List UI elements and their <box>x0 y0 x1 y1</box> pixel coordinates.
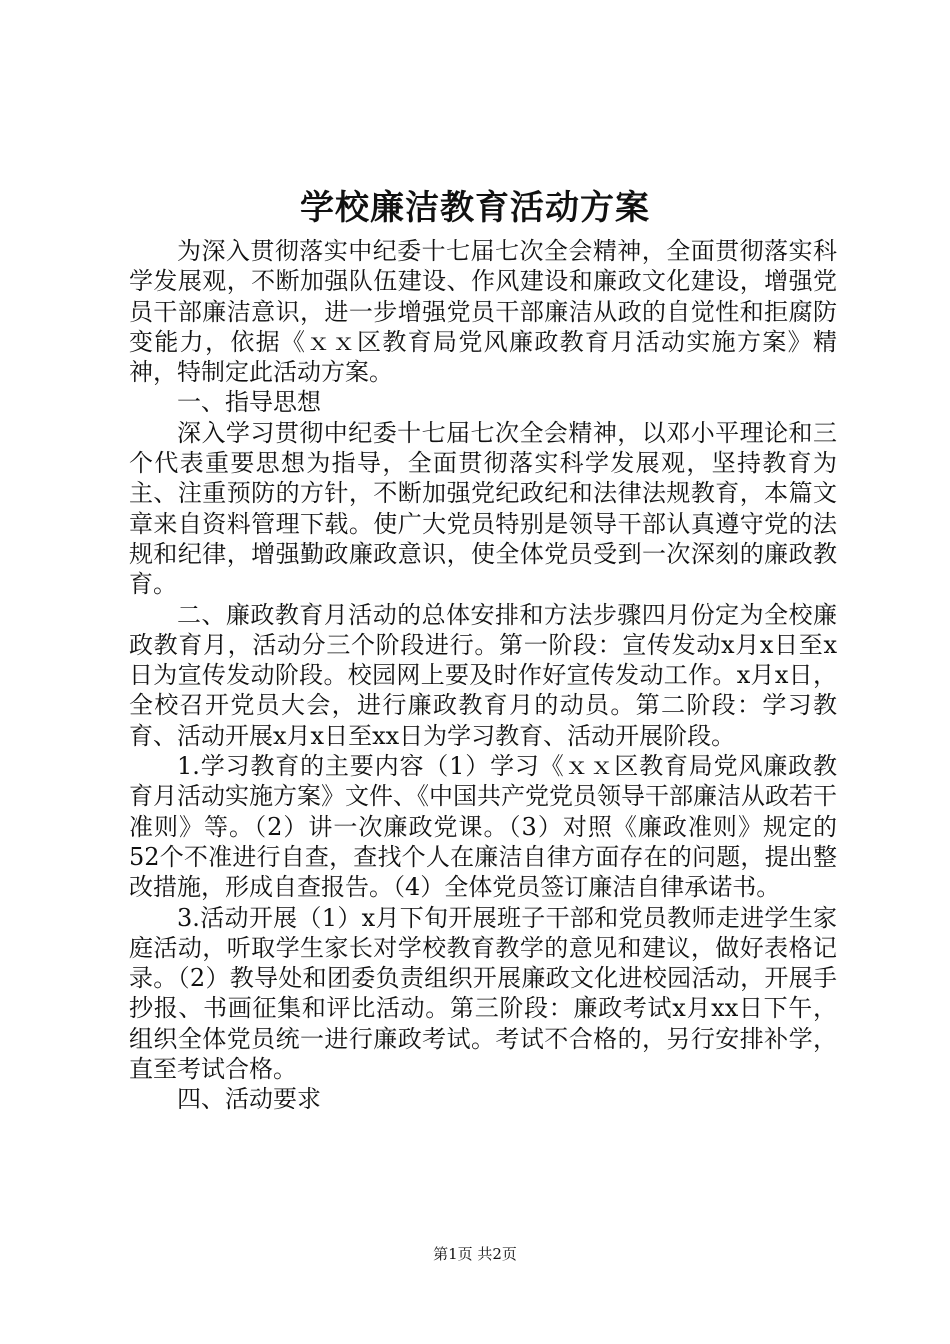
study-content-paragraph: 1.学习教育的主要内容（1）学习《ｘｘ区教育局党风廉政教育月活动实施方案》文件、《中国共产党党员领导干部廉洁从政若干准则》等。（2）讲一次廉政党课。（3）对照《廉政准则》规定的52个不准进行自查，查找个人在廉洁自律方面存在的问题，提出整改措施，形成自查报告。（4）全体党员签订廉洁自律承诺书。 <box>129 752 837 902</box>
document-title: 学校廉洁教育活动方案 <box>300 188 650 228</box>
section-heading-requirements: 四、活动要求 <box>177 1085 321 1114</box>
guiding-thought-paragraph: 深入学习贯彻中纪委十七届七次全会精神，以邓小平理论和三个代表重要思想为指导，全面贯彻落实科学发展观，坚持教育为主、注重预防的方针，不断加强党纪政纪和法律法规教育，本篇文章来自资料管理下载。使广大党员特别是领导干部认真遵守党的法规和纪律，增强勤政廉政意识，使全体党员受到一次深刻的廉政教育。 <box>129 418 837 599</box>
activity-paragraph: 3.活动开展（1）x月下旬开展班子干部和党员教师走进学生家庭活动，听取学生家长对学校教育教学的意见和建议，做好表格记录。（2）教导处和团委负责组织开展廉政文化进校园活动，开展手抄报、书画征集和评比活动。第三阶段：廉政考试x月xx日下午，组织全体党员统一进行廉政考试。考试不合格的，另行安排补学，直至考试合格。 <box>129 903 837 1084</box>
section-heading-guiding-thought: 一、指导思想 <box>177 388 321 417</box>
arrangement-paragraph: 二、廉政教育月活动的总体安排和方法步骤四月份定为全校廉政教育月，活动分三个阶段进行。第一阶段：宣传发动x月x日至x日为宣传发动阶段。校园网上要及时作好宣传发动工作。x月x日，全校召开党员大会，进行廉政教育月的动员。第二阶段：学习教育、活动开展x月x日至xx日为学习教育、活动开展阶段。 <box>129 600 837 750</box>
page-number-footer: 第1页 共2页 <box>433 1245 517 1263</box>
document-body <box>129 236 837 1115</box>
intro-paragraph: 为深入贯彻落实中纪委十七届七次全会精神，全面贯彻落实科学发展观，不断加强队伍建设、作风建设和廉政文化建设，增强党员干部廉洁意识，进一步增强党员干部廉洁从政的自觉性和拒腐防变能力，依据《ｘｘ区教育局党风廉政教育月活动实施方案》精神，特制定此活动方案。 <box>129 237 837 387</box>
